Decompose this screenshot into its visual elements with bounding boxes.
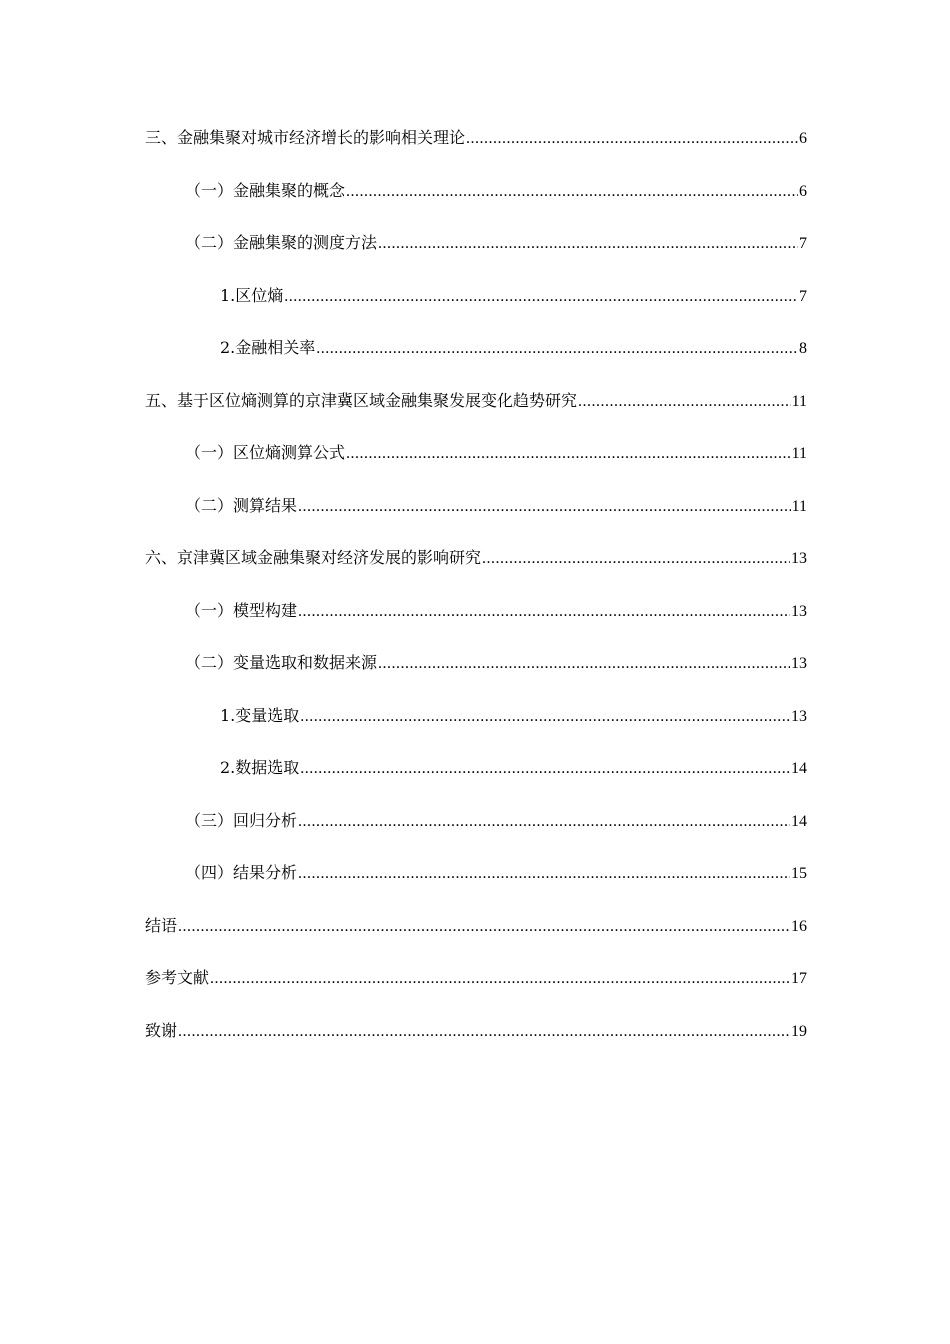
toc-entry-page: 19 (791, 1022, 807, 1040)
toc-entry-page: 11 (791, 497, 807, 515)
toc-entry[interactable] (145, 124, 807, 177)
toc-leader-dots (482, 545, 790, 573)
toc-entry-page: 13 (791, 602, 807, 620)
toc-entry-page: 13 (791, 655, 807, 672)
toc-entry[interactable] (145, 439, 807, 492)
toc-entry[interactable] (145, 859, 807, 912)
toc-entry-page: 7 (799, 287, 807, 305)
toc-entry[interactable] (145, 229, 807, 282)
toc-leader-dots (466, 125, 798, 153)
toc-entry-title: 2.数据选取 (220, 758, 300, 777)
toc-leader-dots (178, 913, 790, 941)
toc-entry[interactable] (145, 1017, 807, 1070)
toc-entry-page: 6 (799, 182, 807, 200)
toc-entry-title: （二）金融集聚的测度方法 (185, 233, 378, 252)
toc-entry-title: 五、基于区位熵测算的京津冀区域金融集聚发展变化趋势研究 (145, 390, 578, 410)
toc-entry-title: 三、金融集聚对城市经济增长的影响相关理论 (145, 128, 466, 147)
toc-leader-dots (210, 965, 790, 993)
toc-entry[interactable] (145, 754, 807, 807)
toc-entry[interactable] (145, 282, 807, 335)
toc-leader-dots (316, 335, 798, 363)
toc-entry[interactable] (145, 807, 807, 860)
toc-leader-dots (300, 755, 790, 783)
toc-entry-page: 14 (791, 760, 807, 777)
toc-entry[interactable] (145, 702, 807, 755)
toc-entry-title: （一）区位熵测算公式 (185, 443, 346, 462)
toc-entry-title: 1.区位熵 (220, 285, 284, 305)
toc-leader-dots (346, 178, 798, 206)
toc-leader-dots (298, 860, 790, 888)
toc-entry[interactable] (145, 544, 807, 597)
toc-entry-page: 13 (791, 550, 807, 567)
toc-entry-title: （一）模型构建 (185, 600, 298, 620)
toc-entry-title: （二）变量选取和数据来源 (185, 653, 378, 672)
toc-entry-page: 16 (791, 917, 807, 935)
toc-entry[interactable] (145, 492, 807, 545)
toc-entry-title: （二）测算结果 (185, 495, 298, 515)
toc-leader-dots (578, 388, 791, 416)
toc-entry[interactable] (145, 177, 807, 230)
toc-leader-dots (284, 283, 798, 311)
toc-entry-page: 8 (799, 340, 807, 357)
toc-entry-title: （四）结果分析 (185, 863, 298, 882)
toc-entry-page: 14 (791, 812, 807, 830)
toc-leader-dots (298, 808, 790, 836)
toc-leader-dots (378, 230, 798, 258)
toc-entry[interactable] (145, 912, 807, 965)
toc-entry-title: （三）回归分析 (185, 810, 298, 830)
toc-leader-dots (178, 1018, 790, 1046)
toc-entry[interactable] (145, 387, 807, 440)
table-of-contents (145, 124, 807, 1069)
toc-entry-page: 7 (799, 235, 807, 252)
toc-entry-page: 15 (791, 865, 807, 882)
toc-entry[interactable] (145, 964, 807, 1017)
toc-leader-dots (346, 440, 791, 468)
toc-entry-page: 11 (791, 392, 807, 410)
toc-entry[interactable] (145, 649, 807, 702)
toc-entry-title: 六、京津冀区域金融集聚对经济发展的影响研究 (145, 548, 482, 567)
toc-entry[interactable] (145, 334, 807, 387)
toc-leader-dots (298, 598, 790, 626)
toc-entry-title: 1.变量选取 (220, 705, 300, 725)
toc-entry-title: 结语 (145, 915, 178, 935)
toc-leader-dots (378, 650, 790, 678)
toc-entry[interactable] (145, 597, 807, 650)
toc-entry-title: 参考文献 (145, 968, 210, 987)
toc-entry-page: 17 (791, 970, 807, 987)
toc-entry-page: 6 (799, 130, 807, 147)
toc-entry-title: 2.金融相关率 (220, 338, 316, 357)
toc-entry-title: （一）金融集聚的概念 (185, 180, 346, 200)
toc-leader-dots (300, 703, 790, 731)
toc-entry-page: 11 (791, 445, 807, 462)
toc-entry-title: 致谢 (145, 1020, 178, 1040)
toc-entry-page: 13 (791, 707, 807, 725)
toc-leader-dots (298, 493, 791, 521)
